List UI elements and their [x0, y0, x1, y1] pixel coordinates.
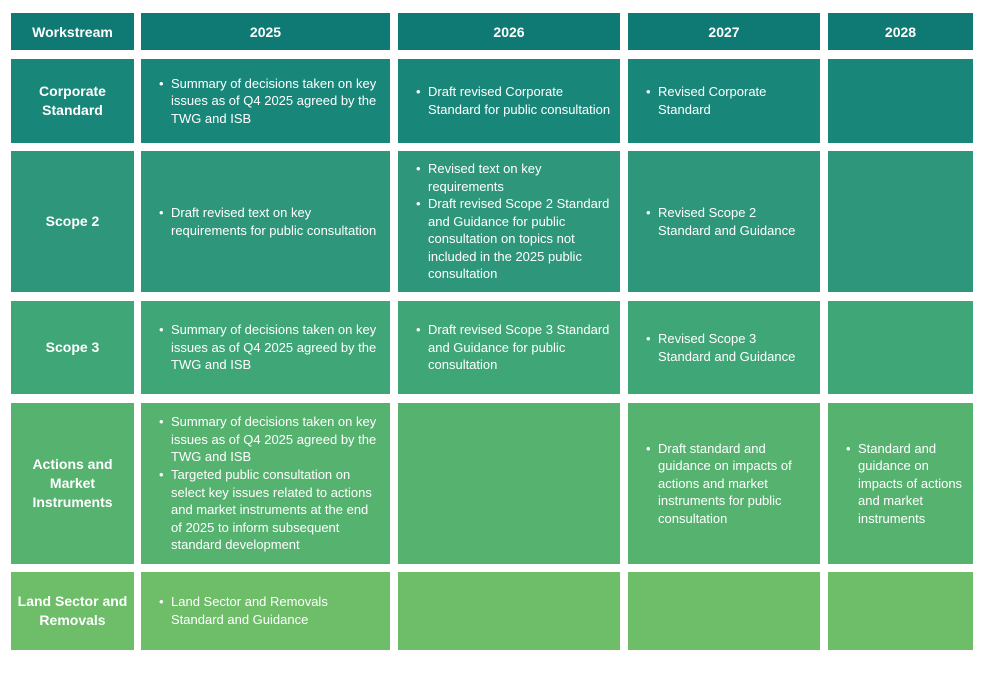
header-2026 [398, 13, 620, 50]
bullet-item: • Draft revised Scope 2 Standard and Guidance for public consultation on topics not included in the 2025 public consultation [428, 195, 612, 283]
cell-scope2-2025 [141, 151, 390, 292]
row-label-corporate-standard [11, 59, 134, 143]
row-label-text: Actions and Market Instruments [32, 456, 113, 510]
row-label-text: Corporate Standard [39, 83, 106, 118]
header-2027 [628, 13, 820, 50]
cell-scope3-2027 [628, 301, 820, 394]
cell-scope2-2028 [828, 151, 973, 292]
bullet-list [155, 75, 382, 128]
header-2025-label: 2025 [249, 23, 282, 40]
cell-land-2028 [828, 572, 973, 650]
cell-corporate-2028 [828, 59, 973, 143]
cell-scope3-2025 [141, 301, 390, 394]
bullet-item: • Summary of decisions taken on key issues as of Q4 2025 agreed by the TWG and ISB [171, 413, 382, 466]
row-label-scope-3 [11, 301, 134, 394]
header-2026-label: 2026 [493, 23, 525, 40]
bullet-list [412, 160, 612, 283]
cell-actions-2026 [398, 403, 620, 564]
cell-corporate-2025 [141, 59, 390, 143]
header-2027-label: 2027 [708, 23, 740, 40]
header-2028-label: 2028 [884, 23, 917, 40]
bullet-item: • Summary of decisions taken on key issues as of Q4 2025 agreed by the TWG and ISB [171, 321, 382, 374]
bullet-item: • Revised Scope 2 Standard and Guidance [658, 204, 812, 239]
cell-actions-2028 [828, 403, 973, 564]
bullet-list [155, 204, 382, 239]
cell-corporate-2026 [398, 59, 620, 143]
bullet-item: • Draft revised Corporate Standard for public consultation [428, 83, 612, 118]
bullet-list [642, 204, 812, 239]
bullet-item: • Land Sector and Removals Standard and Guidance [171, 593, 382, 628]
header-workstream [11, 13, 134, 50]
bullet-list [155, 321, 382, 374]
cell-actions-2025 [141, 403, 390, 564]
bullet-item: • Draft standard and guidance on impacts of actions and market instruments for public consultation [658, 440, 812, 528]
header-workstream-label: Workstream [32, 23, 113, 40]
row-label-actions-market-instruments [11, 403, 134, 564]
bullet-item: • Revised Corporate Standard [658, 83, 812, 118]
bullet-item: • Revised text on key requirements [428, 160, 612, 195]
cell-land-2025 [141, 572, 390, 650]
row-label-text: Scope 2 [45, 213, 100, 229]
header-2025 [141, 13, 390, 50]
cell-scope2-2026 [398, 151, 620, 292]
bullet-item: • Revised Scope 3 Standard and Guidance [658, 330, 812, 365]
bullet-list [412, 83, 612, 118]
cell-scope2-2027 [628, 151, 820, 292]
bullet-item: • Standard and guidance on impacts of actions and market instruments [858, 440, 965, 528]
bullet-item: • Draft revised text on key requirements for public consultation [171, 204, 382, 239]
bullet-list [642, 330, 812, 365]
cell-actions-2027 [628, 403, 820, 564]
cell-land-2027 [628, 572, 820, 650]
row-label-text: Scope 3 [45, 339, 100, 355]
row-label-text: Land Sector and Removals [17, 593, 128, 628]
cell-scope3-2028 [828, 301, 973, 394]
header-2028 [828, 13, 973, 50]
cell-scope3-2026 [398, 301, 620, 394]
bullet-item: • Targeted public consultation on select key issues related to actions and market instruments at the end of 2025 to inform subsequent standard development [171, 466, 382, 554]
bullet-list [412, 321, 612, 374]
cell-corporate-2027 [628, 59, 820, 143]
cell-land-2026 [398, 572, 620, 650]
bullet-list [155, 413, 382, 554]
bullet-item: • Draft revised Scope 3 Standard and Guidance for public consultation [428, 321, 612, 374]
row-label-land-sector-removals [11, 572, 134, 650]
bullet-list [642, 440, 812, 528]
bullet-item: • Summary of decisions taken on key issues as of Q4 2025 agreed by the TWG and ISB [171, 75, 382, 128]
bullet-list [155, 593, 382, 628]
bullet-list [842, 440, 965, 528]
bullet-list [642, 83, 812, 118]
row-label-scope-2 [11, 151, 134, 292]
